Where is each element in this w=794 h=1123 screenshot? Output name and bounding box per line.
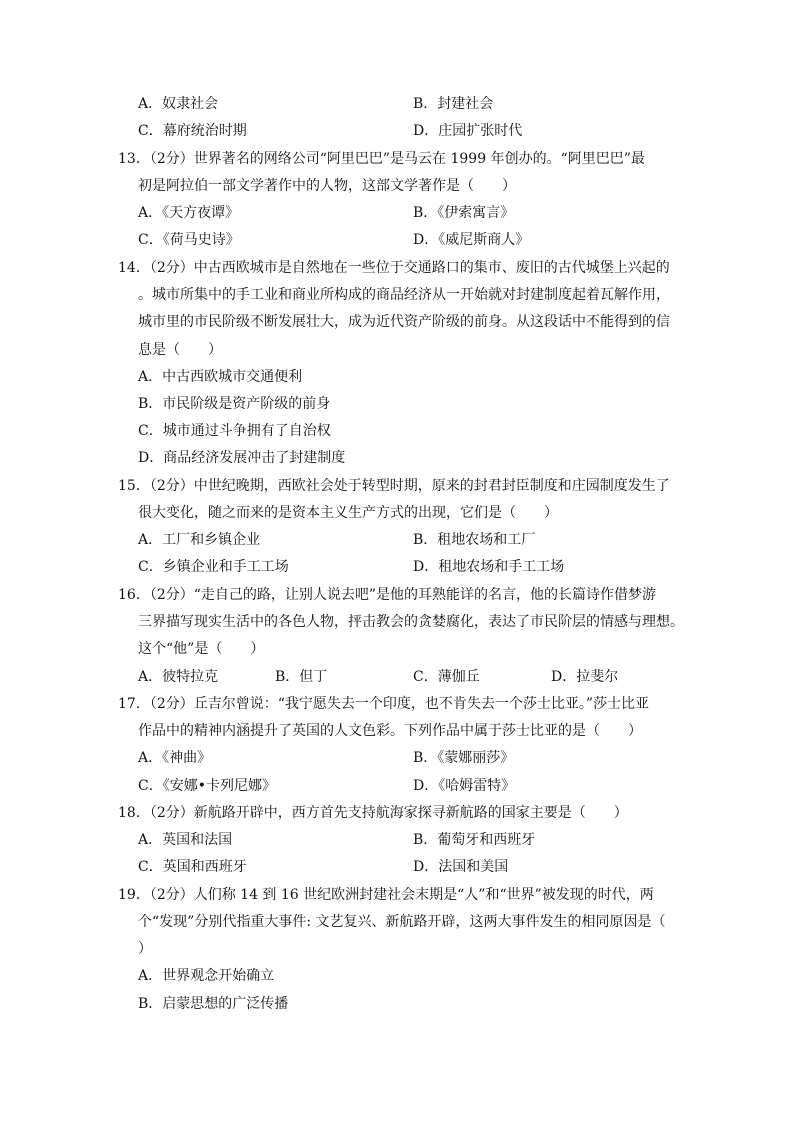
q13-stem-line-1: 13．（2分）世界著名的网络公司“阿里巴巴”是马云在 1999 年创办的。“阿里巴巴”最 bbox=[118, 151, 645, 167]
q16-stem-line-2: 三界描写现实生活中的各色人物，抨击教会的贪婪腐化，表达了市民阶层的情感与理想。 bbox=[138, 614, 684, 630]
q15-stem-line-2: 很大变化，随之而来的是资本主义生产方式的出现，它们是（ ） bbox=[138, 505, 558, 521]
q13-option-b: B．《伊索寓言》 bbox=[413, 205, 515, 221]
q15-option-c: C．乡镇企业和手工工场 bbox=[138, 559, 289, 575]
q14-stem-line-2: 。城市所集中的手工业和商业所构成的商品经济从一开始就对封建制度起着瓦解作用， bbox=[138, 287, 670, 303]
q15-option-b: B．租地农场和工厂 bbox=[413, 532, 536, 548]
q14-stem-line-4: 息是（ ） bbox=[138, 342, 222, 358]
q13-option-d: D．《威尼斯商人》 bbox=[413, 232, 530, 248]
q16-option-a: A．彼特拉克 bbox=[138, 669, 219, 685]
q17-stem-line-1: 17．（2分）丘吉尔曾说：“我宁愿失去一个印度，也不肯失去一个莎士比亚。”莎士比亚 bbox=[118, 696, 650, 712]
q19-stem-line-3: ） bbox=[138, 941, 152, 957]
q14-option-a: A．中古西欧城市交通便利 bbox=[138, 369, 303, 385]
q13-option-c: C．《荷马史诗》 bbox=[138, 232, 240, 248]
q17-option-b: B．《蒙娜丽莎》 bbox=[413, 750, 515, 766]
q19-option-b: B．启蒙思想的广泛传播 bbox=[138, 996, 289, 1012]
q16-option-d: D．拉斐尔 bbox=[551, 669, 619, 685]
q15-stem-line-1: 15．（2分）中世纪晚期，西欧社会处于转型时期，原来的封君封臣制度和庄园制度发生了 bbox=[118, 478, 670, 494]
q14-option-d: D．商品经济发展冲击了封建制度 bbox=[138, 450, 346, 466]
q16-option-b: B．但丁 bbox=[275, 669, 328, 685]
q14-option-c: C．城市通过斗争拥有了自治权 bbox=[138, 423, 331, 439]
q19-option-a: A．世界观念开始确立 bbox=[138, 968, 275, 984]
q13-option-a: A．《天方夜谭》 bbox=[138, 205, 240, 221]
q12-option-a: A．奴隶社会 bbox=[138, 96, 219, 112]
q12-option-c: C．幕府统治时期 bbox=[138, 123, 247, 139]
q17-option-c: C．《安娜•卡列尼娜》 bbox=[138, 778, 276, 794]
q12-option-b: B．封建社会 bbox=[413, 96, 494, 112]
q16-stem-line-3: 这个“他”是（ ） bbox=[138, 641, 265, 657]
q16-stem-line-1: 16．（2分）“走自己的路，让别人说去吧”是他的耳熟能详的名言，他的长篇诗作借梦游 bbox=[118, 587, 657, 603]
q17-option-d: D．《哈姆雷特》 bbox=[413, 778, 516, 794]
q13-stem-line-2: 初是阿拉伯一部文学著作中的人物，这部文学著作是（ ） bbox=[138, 178, 516, 194]
q17-stem-line-2: 作品中的精神内涵提升了英国的人文色彩。下列作品中属于莎士比亚的是（ ） bbox=[138, 723, 642, 739]
q19-stem-line-2: 个“发现”分别代指重大事件: 文艺复兴、新航路开辟，这两大事件发生的相同原因是（ bbox=[138, 914, 666, 930]
q18-option-c: C．英国和西班牙 bbox=[138, 859, 247, 875]
q16-option-c: C．薄伽丘 bbox=[413, 669, 480, 685]
q12-option-d: D．庄园扩张时代 bbox=[413, 123, 523, 139]
q14-stem-line-1: 14．（2分）中古西欧城市是自然地在一些位于交通路口的集市、废旧的古代城堡上兴起的 bbox=[118, 260, 670, 276]
q18-option-b: B．葡萄牙和西班牙 bbox=[413, 832, 536, 848]
q17-option-a: A．《神曲》 bbox=[138, 750, 212, 766]
q14-option-b: B．市民阶级是资产阶级的前身 bbox=[138, 396, 331, 412]
q18-option-d: D．法国和美国 bbox=[413, 859, 509, 875]
q15-option-d: D．租地农场和手工工场 bbox=[413, 559, 565, 575]
q14-stem-line-3: 城市里的市民阶级不断发展壮大，成为近代资产阶级的前身。从这段话中不能得到的信 bbox=[138, 314, 670, 330]
q15-option-a: A．工厂和乡镇企业 bbox=[138, 532, 261, 548]
q18-option-a: A．英国和法国 bbox=[138, 832, 233, 848]
q19-stem-line-1: 19．（2分）人们称 14 到 16 世纪欧洲封建社会末期是“人”和“世界”被发现的时代，两 bbox=[118, 887, 654, 903]
q18-stem-line-1: 18．（2分）新航路开辟中，西方首先支持航海家探寻新航路的国家主要是（ ） bbox=[118, 805, 628, 821]
